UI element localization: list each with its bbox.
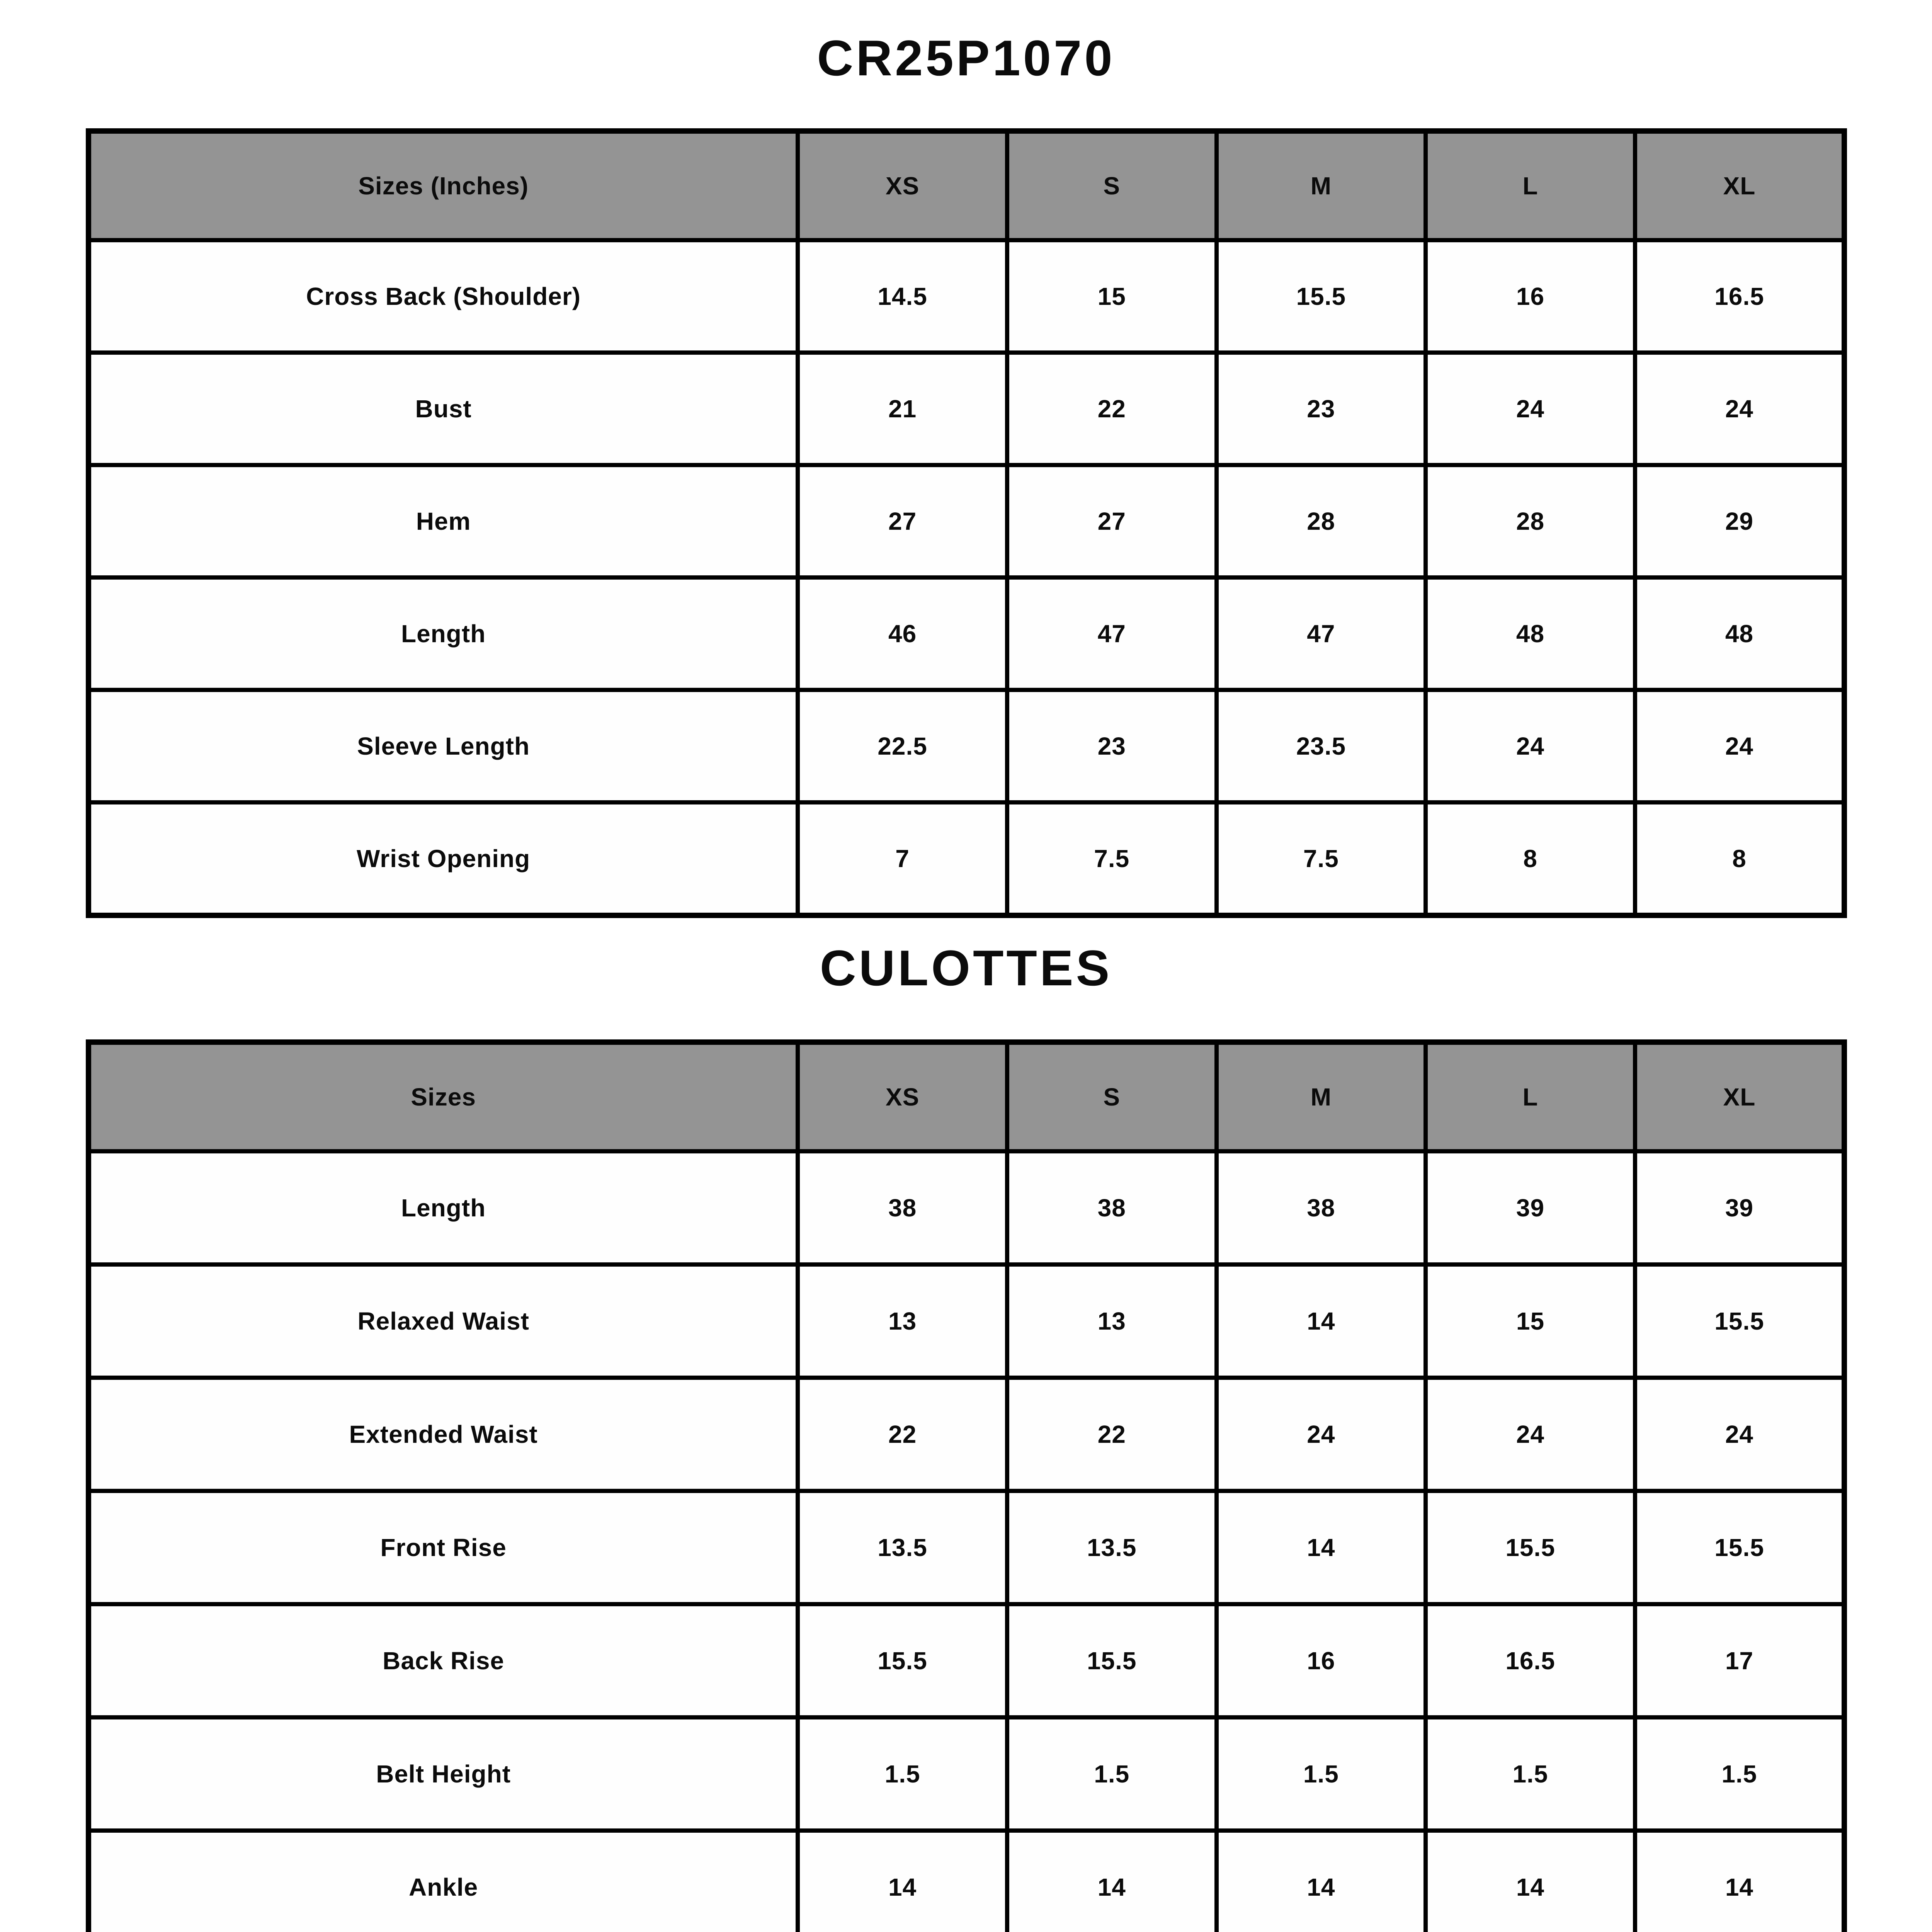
cell: 13 — [798, 1265, 1007, 1378]
cell: 48 — [1635, 578, 1844, 690]
column-header-l: L — [1426, 131, 1635, 240]
row-label: Hem — [88, 465, 798, 578]
page-title-culottes: CULOTTES — [820, 940, 1112, 996]
column-header-xl: XL — [1635, 1042, 1844, 1151]
cell: 8 — [1426, 803, 1635, 916]
cell: 16 — [1426, 240, 1635, 353]
cell: 15.5 — [1635, 1265, 1844, 1378]
cell: 24 — [1216, 1378, 1426, 1491]
table-header-row — [88, 1042, 1844, 1151]
cell: 47 — [1216, 578, 1426, 690]
column-header-s: S — [1007, 1042, 1216, 1151]
page-title-style-code: CR25P1070 — [817, 30, 1115, 86]
cell: 15.5 — [1007, 1604, 1216, 1718]
row-label: Length — [88, 578, 798, 690]
cell: 22 — [1007, 1378, 1216, 1491]
column-header-m: M — [1216, 131, 1426, 240]
cell: 38 — [798, 1151, 1007, 1265]
cell: 28 — [1426, 465, 1635, 578]
row-label: Back Rise — [88, 1604, 798, 1718]
cell: 14 — [1216, 1831, 1426, 1932]
column-header-sizes: Sizes — [88, 1042, 798, 1151]
cell: 14 — [798, 1831, 1007, 1932]
row-label: Extended Waist — [88, 1378, 798, 1491]
cell: 1.5 — [1007, 1718, 1216, 1831]
table-row — [88, 1604, 1844, 1718]
cell: 14 — [1216, 1491, 1426, 1604]
table-header — [88, 131, 1844, 240]
cell: 16 — [1216, 1604, 1426, 1718]
column-header-l: L — [1426, 1042, 1635, 1151]
cell: 22 — [798, 1378, 1007, 1491]
cell: 13 — [1007, 1265, 1216, 1378]
cell: 13.5 — [1007, 1491, 1216, 1604]
cell: 39 — [1635, 1151, 1844, 1265]
cell: 21 — [798, 353, 1007, 465]
cell: 27 — [1007, 465, 1216, 578]
cell: 48 — [1426, 578, 1635, 690]
cell: 16.5 — [1426, 1604, 1635, 1718]
cell: 24 — [1426, 690, 1635, 803]
cell: 7.5 — [1216, 803, 1426, 916]
cell: 23.5 — [1216, 690, 1426, 803]
column-header-m: M — [1216, 1042, 1426, 1151]
cell: 24 — [1635, 1378, 1844, 1491]
cell: 13.5 — [798, 1491, 1007, 1604]
table-row — [88, 1718, 1844, 1831]
column-header-xl: XL — [1635, 131, 1844, 240]
cell: 24 — [1426, 1378, 1635, 1491]
cell: 29 — [1635, 465, 1844, 578]
cell: 14 — [1635, 1831, 1844, 1932]
column-header-sizes: Sizes (Inches) — [88, 131, 798, 240]
cell: 7.5 — [1007, 803, 1216, 916]
row-label: Sleeve Length — [88, 690, 798, 803]
table-row — [88, 1378, 1844, 1491]
table-row — [88, 803, 1844, 916]
row-label: Front Rise — [88, 1491, 798, 1604]
cell: 15.5 — [1216, 240, 1426, 353]
column-header-s: S — [1007, 131, 1216, 240]
cell: 38 — [1007, 1151, 1216, 1265]
cell: 1.5 — [798, 1718, 1007, 1831]
cell: 1.5 — [1216, 1718, 1426, 1831]
table-header-row — [88, 131, 1844, 240]
row-label: Length — [88, 1151, 798, 1265]
cell: 38 — [1216, 1151, 1426, 1265]
cell: 39 — [1426, 1151, 1635, 1265]
cell: 14.5 — [798, 240, 1007, 353]
cell: 15 — [1426, 1265, 1635, 1378]
column-header-xs: XS — [798, 1042, 1007, 1151]
cell: 24 — [1426, 353, 1635, 465]
row-label: Belt Height — [88, 1718, 798, 1831]
cell: 47 — [1007, 578, 1216, 690]
table-row — [88, 690, 1844, 803]
cell: 1.5 — [1635, 1718, 1844, 1831]
cell: 14 — [1216, 1265, 1426, 1378]
cell: 24 — [1635, 690, 1844, 803]
row-label: Cross Back (Shoulder) — [88, 240, 798, 353]
table-row — [88, 1491, 1844, 1604]
cell: 17 — [1635, 1604, 1844, 1718]
cell: 1.5 — [1426, 1718, 1635, 1831]
table-row — [88, 240, 1844, 353]
cell: 14 — [1426, 1831, 1635, 1932]
size-table-bottom — [86, 1039, 1847, 1932]
cell: 16.5 — [1635, 240, 1844, 353]
size-table-top — [86, 128, 1847, 918]
table-row — [88, 1151, 1844, 1265]
table-row — [88, 578, 1844, 690]
cell: 24 — [1635, 353, 1844, 465]
table-row — [88, 465, 1844, 578]
table-row — [88, 1831, 1844, 1932]
table-row — [88, 353, 1844, 465]
cell: 28 — [1216, 465, 1426, 578]
row-label: Wrist Opening — [88, 803, 798, 916]
row-label: Relaxed Waist — [88, 1265, 798, 1378]
cell: 14 — [1007, 1831, 1216, 1932]
cell: 15.5 — [1426, 1491, 1635, 1604]
cell: 22.5 — [798, 690, 1007, 803]
row-label: Ankle — [88, 1831, 798, 1932]
cell: 46 — [798, 578, 1007, 690]
row-label: Bust — [88, 353, 798, 465]
cell: 7 — [798, 803, 1007, 916]
cell: 27 — [798, 465, 1007, 578]
column-header-xs: XS — [798, 131, 1007, 240]
cell: 15.5 — [798, 1604, 1007, 1718]
table-row — [88, 1265, 1844, 1378]
cell: 23 — [1007, 690, 1216, 803]
cell: 15.5 — [1635, 1491, 1844, 1604]
cell: 15 — [1007, 240, 1216, 353]
cell: 22 — [1007, 353, 1216, 465]
cell: 23 — [1216, 353, 1426, 465]
table-header — [88, 1042, 1844, 1151]
cell: 8 — [1635, 803, 1844, 916]
